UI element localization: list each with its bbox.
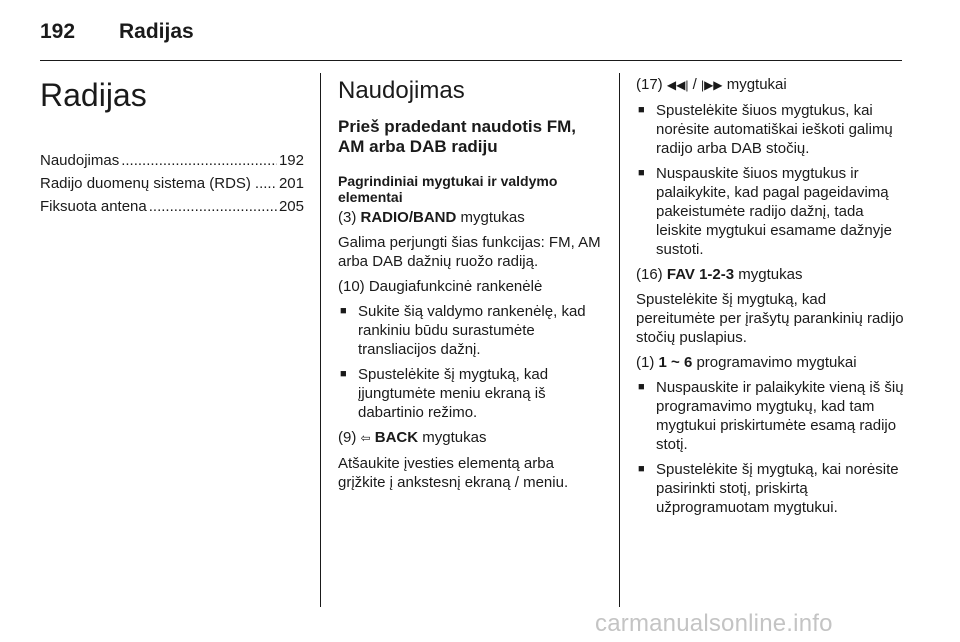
back-line: (9) ⇦ BACK mygtukas [338,429,487,446]
toc-entry-label: Naudojimas [40,152,120,169]
toc-leader-dots [149,197,277,216]
page-number: 192 [40,20,76,43]
toc-entry-page: 201 [278,175,304,192]
bullet-item: ■ Spustelėkite šį mygtuką, kai norėsite pasirinkti stotį, priskirtą užprogramuotam mygtukui. [636,460,904,517]
bullet-item: ■ Nuspauskite šiuos mygtukus ir palaikykite, kad pagal pageidavimą pakeistumėte radijo dažnį, tada leiskite mygtukui esamame dažnyje sustoti. [636,164,904,259]
header-divider [40,60,902,61]
column-divider-2 [619,73,620,607]
radio-band-line: (3) RADIO/BAND mygtukas [338,209,525,226]
bullet-item: ■ Nuspauskite ir palaikykite vieną iš šių programavimo mygtukų, kad tam mygtukui priskirtumėte esamą radijo stotį. [636,378,904,454]
preset-label: 1 ~ 6 [658,354,693,371]
toc-leader-dots [255,174,275,193]
preset-line: (1) 1 ~ 6 programavimo mygtukai [636,354,857,371]
column-toc [40,75,304,220]
radio-band-label: RADIO/BAND [360,209,457,226]
chapter-title: Radijas [40,77,147,113]
toc-entry[interactable] [40,197,304,216]
fav-label: FAV 1-2-3 [666,266,735,283]
toc-entry-label: Radijo duomenų sistema (RDS) [40,175,251,192]
subsection-title: Prieš pradedant naudotis FM, AM arba DAB radiju [338,117,577,156]
toc-entry-label: Fiksuota antena [40,198,147,215]
radio-band-description: Galima perjungti šias funkcijas: FM, AM arba DAB dažnių ruožo radiją. [338,234,601,270]
toc-entry-page: 205 [278,198,304,215]
fav-line: (16) FAV 1-2-3 mygtukas [636,266,803,283]
bullet-item: ■ Sukite šią valdymo rankenėlę, kad rankiniu būdu surastumėte transliacijos dažnį. [338,302,604,359]
back-label: BACK [374,429,419,446]
column-controls [636,75,904,523]
section-title: Naudojimas [338,77,465,104]
column-usage [338,75,604,498]
toc-entry-page: 192 [278,152,304,169]
fav-description: Spustelėkite šį mygtuką, kad pereitumėte per įrašytų parankinių radijo stočių puslapius. [636,291,904,346]
seek-line: (17) ◀◀| / |▶▶ mygtukai [636,76,787,93]
toc-entry[interactable] [40,151,304,170]
bullet-item: ■ Spustelėkite šį mygtuką, kad įjungtumėte meniu ekraną iš dabartinio režimo. [338,365,604,422]
watermark: carmanualsonline.info [595,610,833,637]
seek-back-icon: ◀◀| [666,78,689,92]
seek-forward-icon: |▶▶ [700,78,723,92]
controls-heading: Pagrindiniai mygtukai ir valdymo elementai [338,173,558,205]
back-arrow-icon: ⇦ [360,431,371,445]
knob-line: (10) Daugiafunkcinė rankenėlė [338,278,543,295]
back-description: Atšaukite įvesties elementą arba grįžkite į ankstesnį ekraną / meniu. [338,455,569,491]
toc-leader-dots [121,151,277,170]
toc-entry[interactable] [40,174,304,193]
column-divider-1 [320,73,321,607]
header-title: Radijas [119,20,194,43]
bullet-item: ■ Spustelėkite šiuos mygtukus, kai norėsite automatiškai ieškoti galimų radijo arba DAB stočių. [636,101,904,158]
